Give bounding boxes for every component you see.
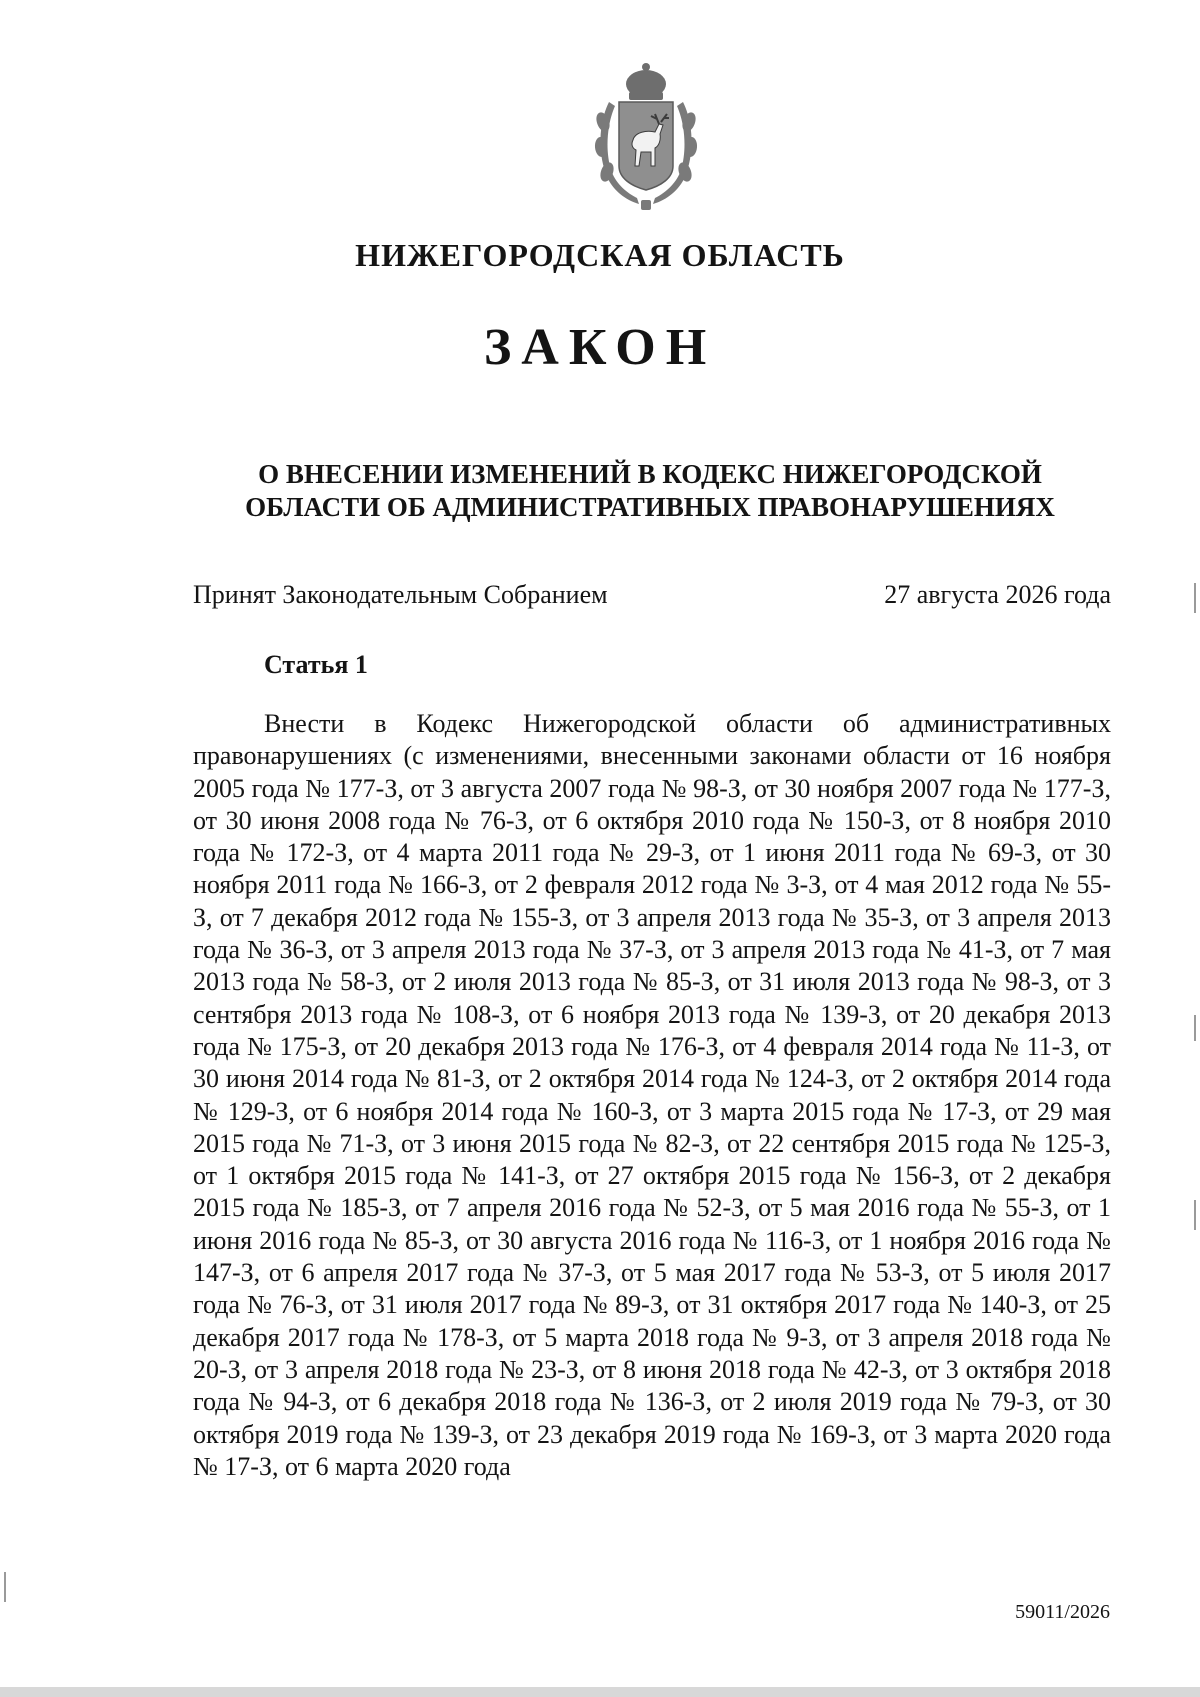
law-subject-line: О ВНЕСЕНИИ ИЗМЕНЕНИЙ В КОДЕКС НИЖЕГОРОДСКОЙ <box>258 459 1042 489</box>
law-subject-line: ОБЛАСТИ ОБ АДМИНИСТРАТИВНЫХ ПРАВОНАРУШЕНИЯХ <box>245 492 1055 522</box>
scan-edge-mark <box>1194 1015 1196 1041</box>
region-title: НИЖЕГОРОДСКАЯ ОБЛАСТЬ <box>355 237 845 273</box>
coat-of-arms-icon <box>589 62 703 212</box>
adoption-line <box>193 580 1111 616</box>
article-heading: Статья 1 <box>264 650 368 679</box>
scan-edge-mark <box>1194 583 1196 613</box>
adopted-by-text: Принят Законодательным Собранием <box>193 580 608 609</box>
law-title: ЗАКОН <box>483 319 717 376</box>
scan-edge-mark <box>4 1572 6 1602</box>
scan-bottom-border <box>0 1687 1200 1697</box>
crown-icon <box>626 63 666 100</box>
document-number: 59011/2026 <box>1015 1601 1110 1623</box>
adopted-date-text: 27 августа 2026 года <box>884 580 1111 609</box>
scan-edge-mark <box>1194 1200 1196 1230</box>
law-subject <box>190 458 1110 524</box>
article-body-text: Внести в Кодекс Нижегородской области об административных правонарушениях (с изменениями, внесенными законами области от 16 ноября 2005 года № 177-З, от 3 августа 2007 года № 98-З, от 30 ноября 2007 года № 177-З, от 30 июня 2008 года № 76-З, от 6 октября 2010 года № 150-З, от 8 ноября 2010 года № 172-З, от 4 марта 2011 года № 29-З, от 1 июня 2011 года № 69-З, от 30 ноября 2011 года № 166-З, от 2 февраля 2012 года № 3-З, от 4 мая 2012 года № 55-З, от 7 декабря 2012 года № 155-З, от 3 апреля 2013 года № 35-З, от 3 апреля 2013 года № 36-З, от 3 апреля 2013 года № 37-З, от 3 апреля 2013 года № 41-З, от 7 мая 2013 года № 58-З, от 2 июля 2013 года № 85-З, от 31 июля 2013 года № 98-З, от 3 сентября 2013 года № 108-З, от 6 ноября 2013 года № 139-З, от 20 декабря 2013 года № 175-З, от 20 декабря 2013 года № 176-З, от 4 февраля 2014 года № 11-З, от 30 июня 2014 года № 81-З, от 2 октября 2014 года № 124-З, от 2 октября 2014 года № 129-З, от 6 ноября 2014 года № 160-З, от 3 марта 2015 года № 17-З, от 29 мая 2015 года № 71-З, от 3 июня 2015 года № 82-З, от 22 сентября 2015 года № 125-З, от 1 октября 2015 года № 141-З, от 27 октября 2015 года № 156-З, от 2 декабря 2015 года № 185-З, от 7 апреля 2016 года № 52-З, от 5 мая 2016 года № 55-З, от 1 июня 2016 года № 85-З, от 30 августа 2016 года № 116-З, от 1 ноября 2016 года № 147-З, от 6 апреля 2017 года № 37-З, от 5 мая 2017 года № 53-З, от 5 июля 2017 года № 76-З, от 31 июля 2017 года № 89-З, от 31 октября 2017 года № 140-З, от 25 декабря 2017 года № 178-З, от 5 марта 2018 года № 9-З, от 3 апреля 2018 года № 20-З, от 3 апреля 2018 года № 23-З, от 8 июня 2018 года № 42-З, от 3 октября 2018 года № 94-З, от 6 декабря 2018 года № 136-З, от 2 июля 2019 года № 79-З, от 30 октября 2019 года № 139-З, от 23 декабря 2019 года № 169-З, от 3 марта 2020 года № 17-З, от 6 марта 2020 года <box>193 709 1111 1481</box>
